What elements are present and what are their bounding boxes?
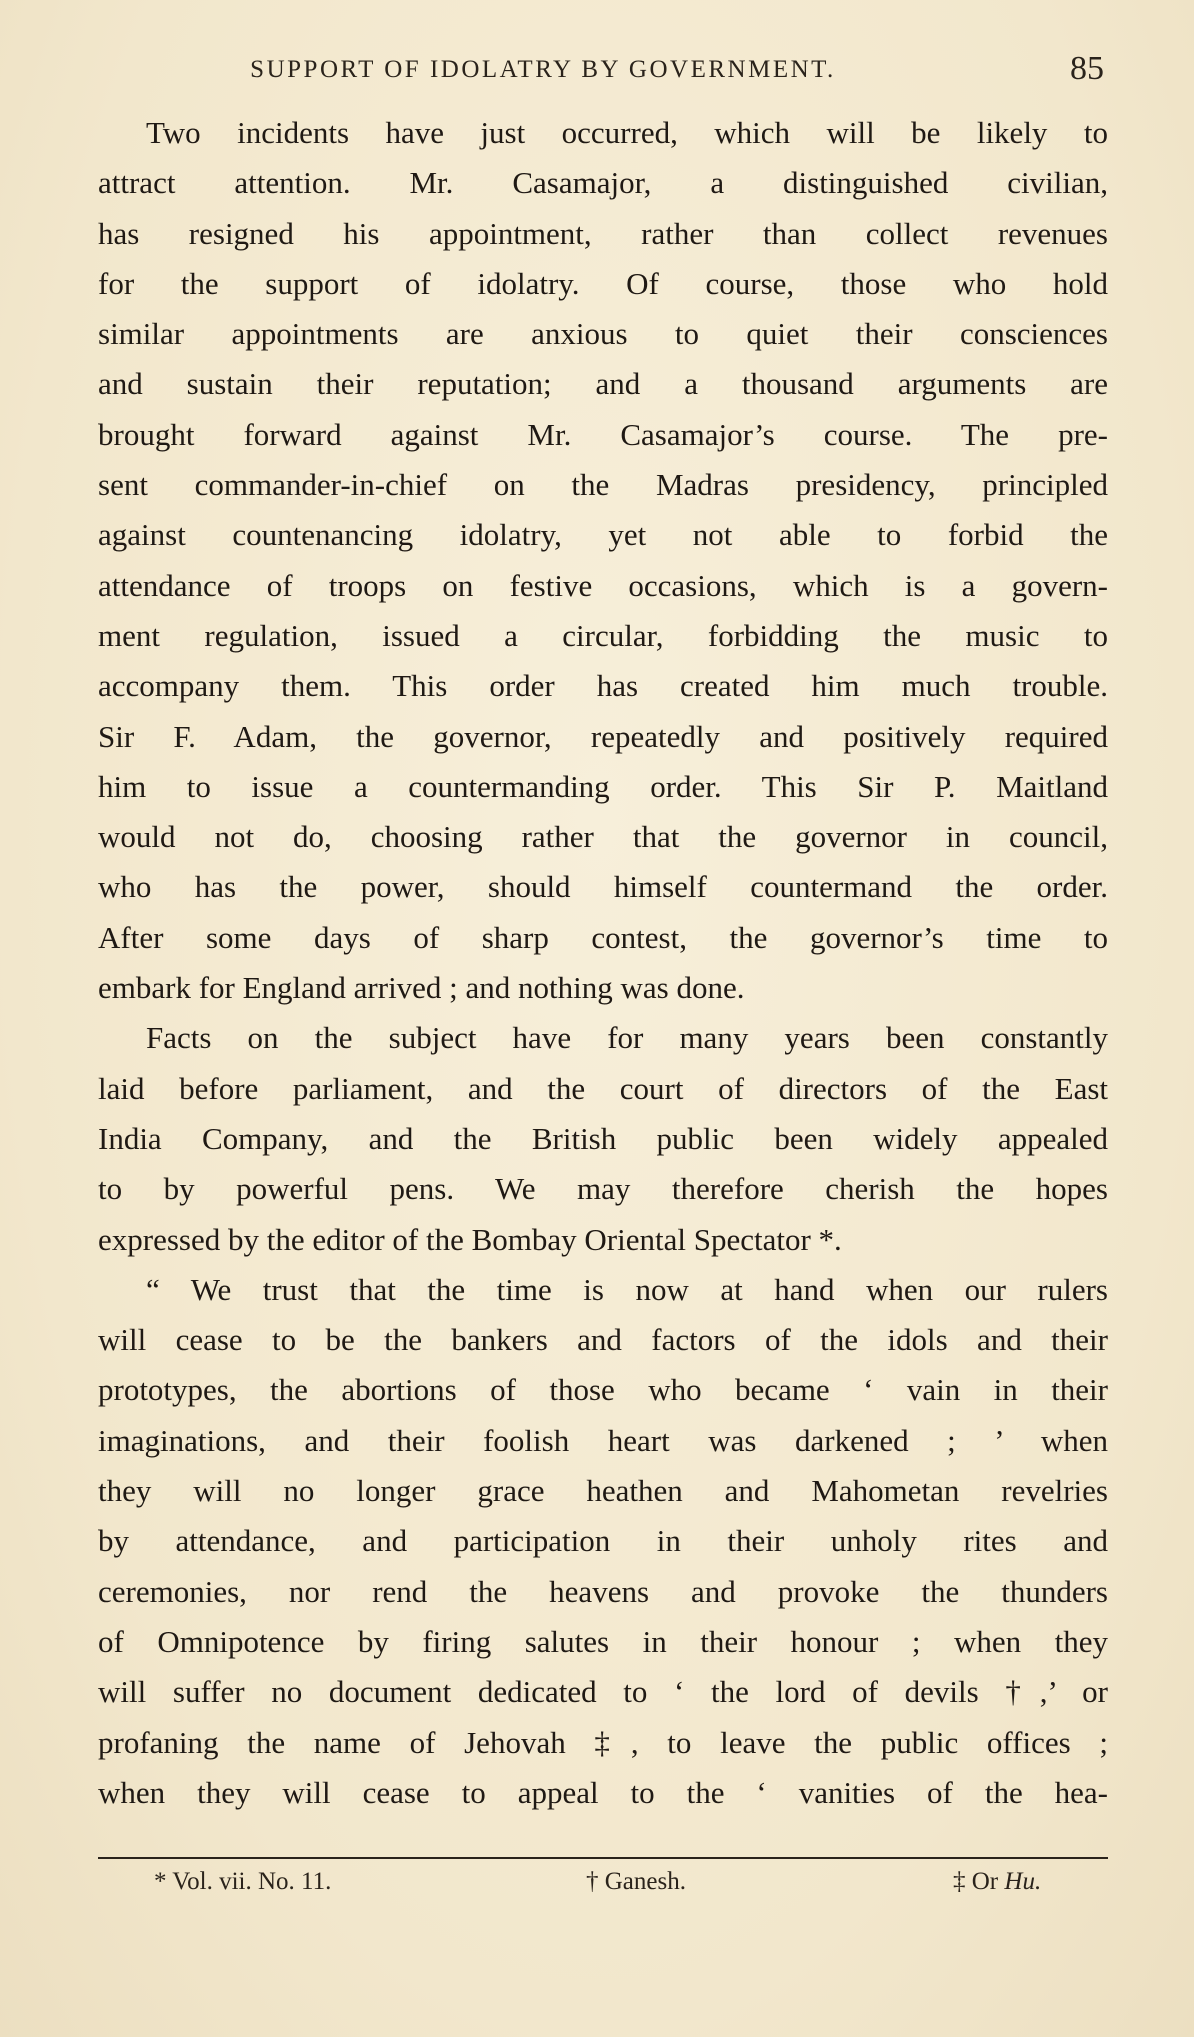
footnote-rule: [98, 1857, 1108, 1859]
page-number: 85: [1070, 50, 1104, 87]
text-line: and sustain their reputation; and a thousand arguments are: [98, 366, 1108, 402]
text-line: against countenancing idolatry, yet not able to forbid the: [98, 517, 1108, 553]
text-line: will cease to be the bankers and factors of the idols and their: [98, 1322, 1108, 1358]
text-line: for the support of idolatry. Of course, those who hold: [98, 265, 1108, 301]
text-line: by attendance, and participation in their unholy rites and: [98, 1523, 1108, 1559]
text-line: would not do, choosing rather that the governor in council,: [98, 819, 1108, 855]
text-line: After some days of sharp contest, the governor’s time to: [98, 919, 1108, 955]
body-text: [98, 108, 1108, 1818]
text-line: they will no longer grace heathen and Mahometan revelries: [98, 1473, 1108, 1509]
text-line: “ We trust that the time is now at hand when our rulers: [146, 1271, 1108, 1307]
text-line: attract attention. Mr. Casamajor, a distinguished civilian,: [98, 165, 1108, 201]
text-line: sent commander-in-chief on the Madras presidency, principled: [98, 467, 1108, 503]
text-line: him to issue a countermanding order. This Sir P. Maitland: [98, 768, 1108, 804]
text-line: embark for England arrived ; and nothing was done.: [98, 970, 745, 1006]
text-line: similar appointments are anxious to quiet their consciences: [98, 316, 1108, 352]
text-line: Facts on the subject have for many years been constantly: [146, 1020, 1108, 1056]
text-line: imaginations, and their foolish heart was darkened ; ’ when: [98, 1422, 1108, 1458]
text-line: expressed by the editor of the Bombay Oriental Spectator *.: [98, 1221, 842, 1257]
footnote-3-prefix: ‡ Or: [953, 1868, 1005, 1895]
footnote-3-italic: Hu.: [1004, 1868, 1042, 1895]
text-line: profaning the name of Jehovah ‡, to leave the public offices ;: [98, 1724, 1108, 1760]
text-line: ment regulation, issued a circular, forbidding the music to: [98, 617, 1108, 653]
text-line: of Omnipotence by firing salutes in their honour ; when they: [98, 1623, 1108, 1659]
text-line: Two incidents have just occurred, which will be likely to: [146, 115, 1108, 150]
text-line: prototypes, the abortions of those who became ‘ vain in their: [98, 1372, 1108, 1408]
text-line: who has the power, should himself countermand the order.: [98, 869, 1108, 905]
text-line: to by powerful pens. We may therefore cherish the hopes: [98, 1171, 1108, 1207]
text-line: laid before parliament, and the court of directors of the East: [98, 1070, 1108, 1106]
running-title: SUPPORT OF IDOLATRY BY GOVERNMENT.: [250, 56, 836, 83]
footnotes: [98, 1868, 1108, 1904]
text-line: India Company, and the British public been widely appealed: [98, 1120, 1108, 1156]
text-line: ceremonies, nor rend the heavens and provoke the thunders: [98, 1573, 1108, 1609]
footnote-1: * Vol. vii. No. 11.: [154, 1868, 332, 1895]
text-line: has resigned his appointment, rather than collect revenues: [98, 215, 1108, 251]
text-line: will suffer no document dedicated to ‘ the lord of devils †,’ or: [98, 1674, 1108, 1710]
text-line: accompany them. This order has created him much trouble.: [98, 668, 1108, 704]
running-head: [98, 50, 1108, 90]
text-line: Sir F. Adam, the governor, repeatedly and positively required: [98, 718, 1108, 754]
text-line: brought forward against Mr. Casamajor’s course. The pre-: [98, 416, 1108, 452]
text-line: attendance of troops on festive occasions, which is a govern-: [98, 567, 1108, 603]
footnote-3: [953, 1868, 1041, 1896]
text-line: when they will cease to appeal to the ‘ vanities of the hea-: [98, 1774, 1108, 1810]
footnote-2: † Ganesh.: [586, 1868, 686, 1895]
